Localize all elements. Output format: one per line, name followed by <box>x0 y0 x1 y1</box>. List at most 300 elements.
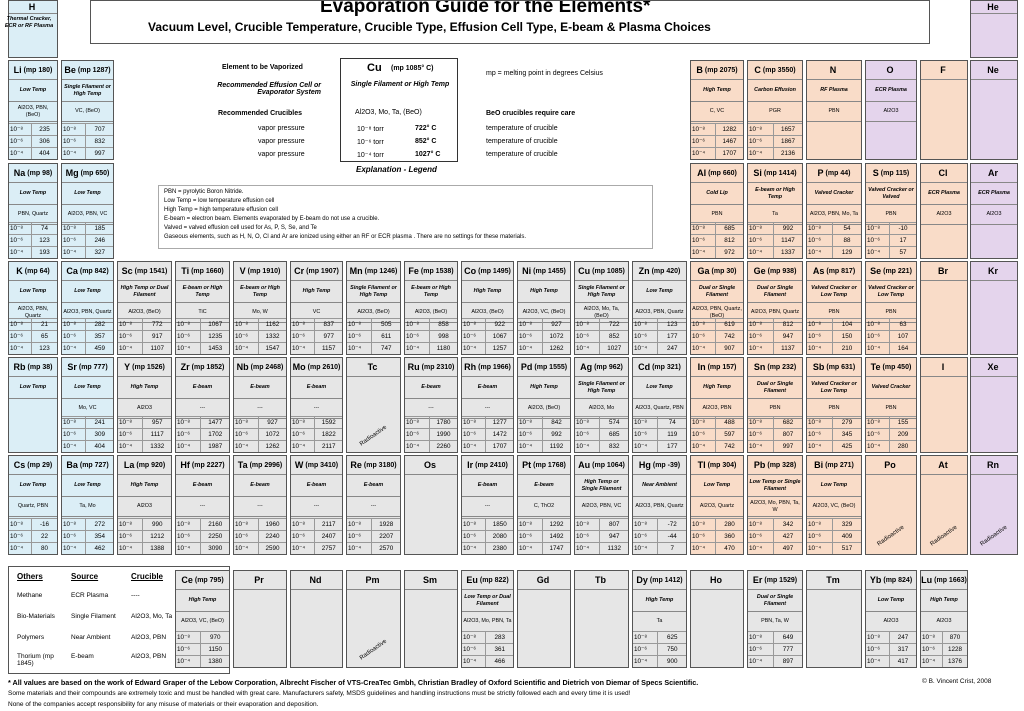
vapor-pressure: 10⁻⁶ <box>866 644 890 655</box>
element-crucible: VC <box>291 303 342 323</box>
vapor-row <box>462 518 513 530</box>
vapor-row <box>62 234 113 246</box>
element-source-type: Low Temp <box>62 475 113 497</box>
legend-row2-p: 10⁻⁶ torr <box>357 139 384 146</box>
crucible-temp: 1067 <box>492 333 507 340</box>
crucible-temp: 235 <box>39 126 50 133</box>
element-symbol: Re <box>350 460 362 470</box>
crucible-temp: 1453 <box>208 345 223 352</box>
vapor-row <box>748 342 802 354</box>
vapor-pressure: 10⁻⁶ <box>462 429 486 440</box>
vapor-pressure: 10⁻⁶ <box>62 136 86 147</box>
element-ru <box>404 357 458 453</box>
vapor-pressure: 10⁻⁴ <box>575 441 600 452</box>
vapor-row <box>691 147 743 159</box>
vapor-pressure: 10⁻⁴ <box>118 543 143 554</box>
crucible-temp: 342 <box>782 521 794 528</box>
legend-beo-note: BeO crucibles require care <box>486 110 576 117</box>
element-crucible: Al2O3, (BeO) <box>462 303 513 323</box>
crucible-temp: 123 <box>39 237 50 244</box>
crucible-temp: 2250 <box>208 533 223 540</box>
element-symbol: Fe <box>408 266 419 276</box>
element-tc <box>346 357 401 453</box>
element-symbol: Mn <box>349 266 363 276</box>
element-symbol: Br <box>937 266 948 276</box>
crucible-temp: 241 <box>94 419 105 426</box>
vapor-pressure: 10⁻⁴ <box>462 441 486 452</box>
element-er <box>747 570 803 668</box>
element-crucible: VC, (BeO) <box>62 102 113 122</box>
vapor-pressure: 10⁻⁸ <box>866 632 890 643</box>
crucible-temp: 1067 <box>208 321 223 328</box>
element-source-type: E-beam <box>234 377 286 399</box>
element-mp: (mp 920) <box>136 461 166 469</box>
element-symbol: Bi <box>814 460 824 470</box>
vapor-pressure: 10⁻⁶ <box>518 429 543 440</box>
vapor-row <box>748 631 802 643</box>
crucible-temp: 1072 <box>265 431 280 438</box>
element-gd <box>517 570 571 668</box>
vapor-pressure: 10⁻⁶ <box>462 644 486 655</box>
vapor-row <box>118 318 171 330</box>
vapor-row <box>9 135 57 147</box>
vapor-row <box>118 542 171 554</box>
vapor-pressure: 10⁻⁴ <box>176 441 201 452</box>
element-source-type: E-beam <box>518 475 570 497</box>
vapor-row <box>748 135 802 147</box>
crucible-temp: 462 <box>94 545 105 552</box>
vapor-pressure: 10⁻⁴ <box>291 441 315 452</box>
element-crucible: --- <box>234 399 286 419</box>
crucible-temp: 1467 <box>722 138 737 145</box>
crucible-temp: 1282 <box>722 126 737 133</box>
element-crucible: Al2O3 <box>118 399 171 419</box>
vapor-row <box>62 222 113 234</box>
vapor-row <box>118 330 171 342</box>
element-mp: (mp 795) <box>194 576 224 584</box>
vapor-row <box>518 318 570 330</box>
legend-tc-2: temperature of crucible <box>486 138 558 145</box>
element-source-type: Low Temp or Dual Filament <box>462 590 513 612</box>
vapor-row <box>807 246 861 258</box>
element-he <box>970 0 1018 58</box>
element-mp: (mp 650) <box>80 169 110 177</box>
element-symbol: Hg <box>638 460 651 470</box>
element-crucible: PBN <box>866 303 916 323</box>
vapor-row <box>291 330 342 342</box>
element-source-type: Single Filament or High Temp <box>347 281 400 303</box>
element-mp: (mp 1966) <box>478 363 511 371</box>
element-crucible: PBN <box>866 205 916 225</box>
vapor-pressure: 10⁻⁸ <box>347 519 372 530</box>
vapor-pressure: 10⁻⁶ <box>62 429 86 440</box>
element-symbol: Al <box>697 168 707 178</box>
element-crucible: Al2O3, PBN, Quartz <box>633 303 686 323</box>
crucible-temp: 317 <box>897 646 909 653</box>
element-source-type: Valved Cracker or Low Temp <box>866 281 916 303</box>
element-symbol: Kr <box>987 266 998 276</box>
element-symbol: Tb <box>595 575 606 585</box>
vapor-row <box>405 440 457 452</box>
element-crucible: Al2O3, (BeO) <box>518 399 570 419</box>
crucible-temp: 1228 <box>948 646 963 653</box>
vapor-pressure: 10⁻⁴ <box>347 543 372 554</box>
vapor-row <box>748 123 802 135</box>
crucible-temp: 812 <box>724 237 735 244</box>
crucible-temp: 1707 <box>722 150 737 157</box>
element-mp: (mp 1287) <box>77 66 111 74</box>
element-mp: (mp 1526) <box>132 363 165 371</box>
crucible-temp: 1157 <box>321 345 336 352</box>
vapor-pressure: 10⁻⁶ <box>748 331 774 342</box>
crucible-temp: 361 <box>494 646 505 653</box>
crucible-temp: 772 <box>151 321 163 328</box>
vapor-pressure: 10⁻⁶ <box>62 235 86 246</box>
element-mp: (mp 2310) <box>421 363 455 371</box>
vapor-row <box>62 428 113 440</box>
element-source-type: Valved Cracker <box>807 183 861 205</box>
crucible-temp: 282 <box>94 321 105 328</box>
element-sc <box>117 261 172 355</box>
vapor-pressure: 10⁻⁴ <box>807 543 833 554</box>
crucible-temp: 2380 <box>492 545 507 552</box>
vapor-pressure: 10⁻⁴ <box>633 343 658 354</box>
vapor-pressure: 10⁻⁶ <box>807 429 833 440</box>
element-mp: (mp 1529) <box>764 576 798 584</box>
vapor-row <box>575 428 628 440</box>
element-mp: (mp 38) <box>27 363 53 371</box>
crucible-temp: 247 <box>897 634 909 641</box>
vapor-pressure: 10⁻⁸ <box>176 519 201 530</box>
footer-line-3: None of the companies accept responsibility for any misuse of materials or their evaporation and deposition. <box>8 701 319 708</box>
vapor-pressure: 10⁻⁴ <box>291 343 315 354</box>
element-symbol: W <box>294 460 304 470</box>
vapor-pressure: 10⁻⁸ <box>807 223 833 234</box>
vapor-pressure: 10⁻⁶ <box>518 531 543 542</box>
element-dy <box>632 570 687 668</box>
vapor-pressure: 10⁻⁶ <box>807 331 833 342</box>
vapor-row <box>575 440 628 452</box>
element-os <box>404 455 458 555</box>
element-hf <box>175 455 230 555</box>
element-mp: (mp 1064) <box>592 461 625 469</box>
vapor-row <box>575 342 628 354</box>
element-mp: (mp 824) <box>883 576 913 584</box>
vapor-pressure: 10⁻⁶ <box>691 235 716 246</box>
vapor-row <box>518 530 570 542</box>
crucible-temp: 164 <box>897 345 909 352</box>
element-source-type: Cold Lip <box>691 183 743 205</box>
vapor-pressure: 10⁻⁴ <box>62 441 86 452</box>
vapor-pressure: 10⁻⁶ <box>575 429 600 440</box>
element-symbol: K <box>16 266 23 276</box>
vapor-pressure: 10⁻⁸ <box>575 319 600 330</box>
element-symbol: O <box>886 65 894 75</box>
vapor-row <box>9 123 57 135</box>
element-sb <box>806 357 862 453</box>
vapor-row <box>691 135 743 147</box>
element-symbol: Pd <box>520 362 533 372</box>
element-symbol: Yb <box>869 575 882 585</box>
legend-tc-1: temperature of crucible <box>486 125 558 132</box>
vapor-pressure: 10⁻⁶ <box>176 531 201 542</box>
crucible-temp: 1277 <box>492 419 507 426</box>
vapor-row <box>9 330 57 342</box>
element-crucible: Mo, W <box>234 303 286 323</box>
vapor-pressure: 10⁻⁸ <box>866 319 890 330</box>
element-pt <box>517 455 571 555</box>
crucible-temp: 900 <box>666 658 678 665</box>
crucible-temp: 427 <box>782 533 794 540</box>
vapor-pressure: 10⁻⁸ <box>62 417 86 428</box>
crucible-temp: 54 <box>843 225 851 232</box>
element-source-type: High Temp <box>462 281 513 303</box>
vapor-row <box>807 318 861 330</box>
vapor-row <box>176 342 229 354</box>
crucible-temp: 2590 <box>265 545 280 552</box>
legend-mp-note: mp = melting point in degrees Celsius <box>486 70 603 77</box>
vapor-pressure: 10⁻⁴ <box>62 343 86 354</box>
element-mp: (mp 660) <box>708 169 737 177</box>
element-crucible: Ta <box>748 205 802 225</box>
h-note: Thermal Cracker, ECR or RF Plasma <box>4 16 54 29</box>
vapor-pressure: 10⁻⁴ <box>633 656 658 667</box>
element-p <box>806 163 862 259</box>
vapor-row <box>62 318 113 330</box>
crucible-temp: 837 <box>323 321 334 328</box>
copyright: © B. Vincent Crist, 2008 <box>922 678 992 685</box>
element-kr <box>970 261 1018 355</box>
vapor-row <box>748 428 802 440</box>
element-mp: (mp 1852) <box>191 363 225 371</box>
crucible-temp: 497 <box>782 545 794 552</box>
crucible-temp: 246 <box>94 237 105 244</box>
vapor-row <box>518 330 570 342</box>
element-na <box>8 163 58 259</box>
element-source-type: Single Filament or High Temp <box>575 281 628 303</box>
vapor-row <box>62 147 113 159</box>
crucible-temp: -44 <box>667 533 677 540</box>
vapor-pressure: 10⁻⁸ <box>176 319 201 330</box>
vapor-row <box>462 440 513 452</box>
crucible-temp: 88 <box>843 237 851 244</box>
vapor-row <box>807 530 861 542</box>
vapor-pressure: 10⁻⁴ <box>575 343 600 354</box>
vapor-pressure: 10⁻⁴ <box>748 543 774 554</box>
crucible-temp: 1780 <box>436 419 451 426</box>
vapor-pressure: 10⁻⁸ <box>691 417 716 428</box>
crucible-temp: 517 <box>841 545 853 552</box>
crucible-temp: 747 <box>380 345 392 352</box>
element-mp: (mp 221) <box>883 267 912 275</box>
element-nd <box>290 570 343 668</box>
element-mp: (mp 157) <box>707 363 737 371</box>
crucible-temp: 625 <box>666 634 678 641</box>
element-crucible: Al2O3, VC, (BeO) <box>518 303 570 323</box>
element-symbol: Lu <box>921 575 933 585</box>
vapor-pressure: 10⁻⁴ <box>462 343 486 354</box>
vapor-pressure: 10⁻⁶ <box>62 331 86 342</box>
element-symbol: Pm <box>365 575 380 585</box>
element-source-type: Low Temp or Single Filament <box>748 475 802 497</box>
element-symbol: V <box>239 266 246 276</box>
crucible-temp: 123 <box>39 345 50 352</box>
vapor-pressure: 10⁻⁶ <box>347 331 372 342</box>
vapor-pressure: 10⁻⁴ <box>234 543 259 554</box>
element-source-type: ECR Plasma <box>921 183 967 205</box>
crucible-temp: 992 <box>551 431 562 438</box>
vapor-row <box>518 342 570 354</box>
vapor-pressure: 10⁻⁴ <box>9 148 32 159</box>
element-crucible: C, VC <box>691 102 743 122</box>
crucible-temp: 1990 <box>436 431 451 438</box>
vapor-row <box>633 416 686 428</box>
vapor-pressure: 10⁻⁴ <box>234 441 259 452</box>
vapor-pressure: 10⁻⁶ <box>405 331 430 342</box>
crucible-temp: 777 <box>782 646 794 653</box>
element-rb <box>8 357 58 453</box>
vapor-row <box>575 518 628 530</box>
vapor-row <box>691 234 743 246</box>
vapor-row <box>518 440 570 452</box>
element-crucible: --- <box>291 399 342 419</box>
vapor-pressure: 10⁻⁸ <box>633 519 658 530</box>
element-ni <box>517 261 571 355</box>
element-at <box>920 455 968 555</box>
element-source-type: High Temp <box>691 80 743 102</box>
vapor-pressure: 10⁻⁴ <box>405 343 430 354</box>
element-co <box>461 261 514 355</box>
others-r3-c3: Al2O3, PBN <box>131 634 167 641</box>
element-source-type: Dual or Single Filament <box>748 281 802 303</box>
vapor-pressure: 10⁻⁸ <box>291 417 315 428</box>
element-symbol: F <box>940 65 946 75</box>
element-source-type: Low Temp <box>62 377 113 399</box>
element-symbol: Te <box>870 362 881 372</box>
vapor-row <box>866 416 916 428</box>
element-crucible: PBN <box>748 399 802 419</box>
element-zr <box>175 357 230 453</box>
element-crucible: Al2O3 <box>118 497 171 517</box>
vapor-pressure: 10⁻⁶ <box>866 235 890 246</box>
element-crucible: Al2O3, Mo, PBN, Ta <box>462 612 513 632</box>
vapor-pressure: 10⁻⁴ <box>807 343 833 354</box>
element-symbol: Ga <box>697 266 710 276</box>
element-mp: (mp 2075) <box>704 66 738 74</box>
element-symbol: Tc <box>367 362 378 372</box>
element-crucible: Al2O3, Mo, Ta, (BeO) <box>575 303 628 323</box>
element-source-type: ECR Plasma <box>971 183 1017 205</box>
element-cs <box>8 455 58 555</box>
vapor-pressure: 10⁻⁸ <box>9 124 32 135</box>
element-symbol: Be <box>64 65 76 75</box>
crucible-temp: 280 <box>897 443 909 450</box>
crucible-temp: 272 <box>94 521 105 528</box>
crucible-temp: 990 <box>151 521 163 528</box>
vapor-pressure: 10⁻⁸ <box>291 319 315 330</box>
vapor-pressure: 10⁻⁶ <box>748 235 774 246</box>
vapor-pressure: 10⁻⁸ <box>866 417 890 428</box>
element-mp: (mp 3550) <box>762 66 796 74</box>
element-source-type: High Temp <box>518 281 570 303</box>
element-source-type: Low Temp <box>9 183 57 205</box>
element-crucible: --- <box>234 497 286 517</box>
vapor-pressure: 10⁻⁶ <box>748 429 774 440</box>
crucible-temp: 2117 <box>321 521 336 528</box>
vapor-pressure: 10⁻⁸ <box>518 417 543 428</box>
vapor-row <box>234 440 286 452</box>
crucible-temp: 283 <box>494 634 505 641</box>
vapor-row <box>866 318 916 330</box>
vapor-pressure: 10⁻⁸ <box>748 223 774 234</box>
element-source-type: High Temp <box>691 377 743 399</box>
legend-row1-t: 722° C <box>415 125 437 132</box>
element-crucible: Al2O3 <box>921 205 967 225</box>
vapor-row <box>462 318 513 330</box>
element-source-type: High Temp <box>921 590 967 612</box>
vapor-pressure: 10⁻⁸ <box>118 519 143 530</box>
crucible-temp: 992 <box>782 225 794 232</box>
element-n <box>806 60 862 160</box>
vapor-row <box>9 530 57 542</box>
vapor-pressure: 10⁻⁶ <box>748 136 774 147</box>
vapor-pressure: 10⁻⁶ <box>62 531 86 542</box>
element-pb <box>747 455 803 555</box>
element-mp: (mp 450) <box>882 363 912 371</box>
crucible-temp: 852 <box>608 333 620 340</box>
note-5: Valved = valved effusion cell used for As, P, S, Se, and Te <box>164 225 317 231</box>
element-mp: (mp 328) <box>767 461 797 469</box>
vapor-row <box>176 530 229 542</box>
vapor-pressure: 10⁻⁶ <box>9 136 32 147</box>
legend-symbol: Cu <box>367 62 382 74</box>
element-symbol: Cr <box>294 266 305 276</box>
vapor-row <box>518 428 570 440</box>
vapor-pressure: 10⁻⁶ <box>462 331 486 342</box>
vapor-pressure: 10⁻⁸ <box>921 632 943 643</box>
crucible-temp: 722 <box>608 321 620 328</box>
vapor-row <box>118 518 171 530</box>
element-crucible: Al2O3, PBN, Quartz, (BeO) <box>691 303 743 323</box>
vapor-row <box>462 643 513 655</box>
vapor-pressure: 10⁻⁸ <box>234 319 259 330</box>
vapor-row <box>291 318 342 330</box>
crucible-temp: 1262 <box>549 345 564 352</box>
vapor-row <box>691 222 743 234</box>
element-source-type: Valved Cracker <box>866 377 916 399</box>
element-mp: (mp 631) <box>826 363 856 371</box>
title-frame <box>90 0 930 44</box>
crucible-temp: 1257 <box>492 345 507 352</box>
element-source-type: Low Temp <box>62 183 113 205</box>
vapor-pressure: 10⁻⁸ <box>9 223 32 234</box>
vapor-row <box>405 428 457 440</box>
element-pd <box>517 357 571 453</box>
crucible-temp: 1137 <box>781 345 795 352</box>
crucible-temp: 1987 <box>208 443 223 450</box>
crucible-temp: 2080 <box>492 533 507 540</box>
crucible-temp: 1072 <box>549 333 564 340</box>
crucible-temp: 7 <box>670 545 674 552</box>
vapor-pressure: 10⁻⁴ <box>691 148 716 159</box>
vapor-pressure: 10⁻⁶ <box>866 331 890 342</box>
element-sr <box>61 357 114 453</box>
element-crucible: PBN, Ta, W <box>748 612 802 632</box>
element-crucible: --- <box>462 497 513 517</box>
radioactive-label: Radioactive <box>979 524 1009 548</box>
vapor-pressure: 10⁻⁴ <box>462 656 486 667</box>
crucible-temp: 807 <box>608 521 620 528</box>
